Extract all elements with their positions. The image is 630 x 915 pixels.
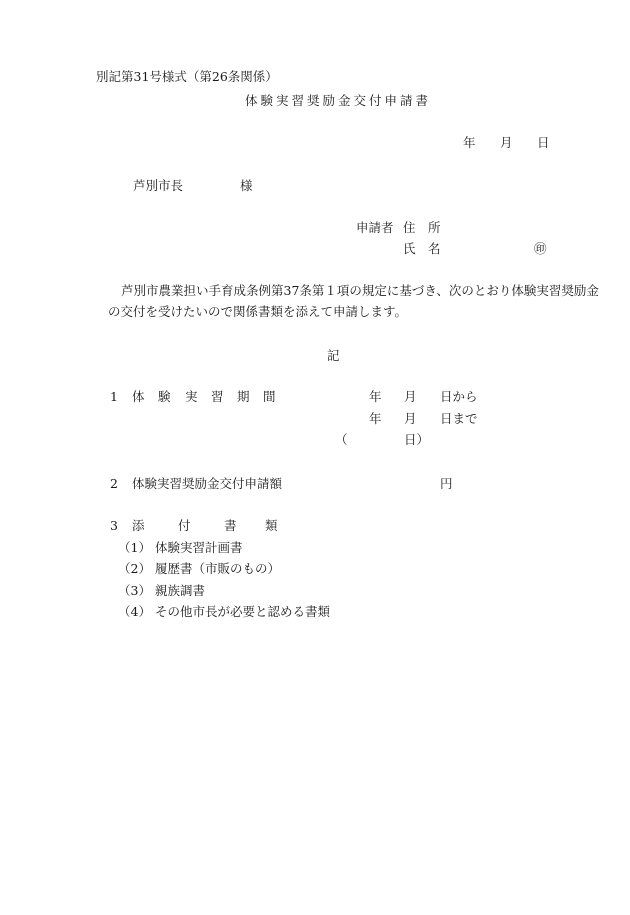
- item2-unit: 円: [440, 476, 453, 491]
- period-from-month: 月: [404, 389, 417, 404]
- item3-label-char: 付: [178, 518, 191, 533]
- period-to-day: 日まで: [440, 411, 478, 426]
- item1-label-char: 体: [132, 389, 145, 404]
- attachment-text: 体験実習計画書: [155, 540, 243, 555]
- date-day: 日: [537, 135, 550, 150]
- item1-label-char: 期: [237, 389, 250, 404]
- period-days-paren-close: 日）: [404, 432, 430, 447]
- date-month: 月: [500, 135, 513, 150]
- item1-label-char: 間: [263, 389, 276, 404]
- form-title: 体験実習奨励金交付申請書: [245, 93, 432, 108]
- item1-label-char: 実: [185, 389, 198, 404]
- item1-label-char: 習: [211, 389, 224, 404]
- attachment-text: 履歴書（市販のもの）: [155, 561, 281, 576]
- form-number: 別記第31号様式（第26条関係）: [96, 69, 278, 84]
- attachment-number: （3）: [118, 583, 151, 598]
- item1-label-char: 験: [158, 389, 171, 404]
- attachment-number: （2）: [118, 561, 151, 576]
- body-text-line-2: の交付を受けたいので関係書類を添えて申請します。: [108, 304, 408, 319]
- applicant-label: 申請者: [356, 220, 394, 235]
- period-from-year: 年: [369, 389, 382, 404]
- item3-label-char: 書: [224, 518, 237, 533]
- date-year: 年: [463, 135, 476, 150]
- addressee-name: 芦別市長: [133, 178, 184, 193]
- item2-label: 体験実習奨励金交付申請額: [132, 476, 283, 491]
- attachment-text: その他市長が必要と認める書類: [155, 604, 331, 619]
- ki-heading: 記: [327, 348, 340, 363]
- attachment-text: 親族調書: [155, 583, 206, 598]
- item3-label-char: 類: [265, 518, 278, 533]
- period-to-month: 月: [404, 411, 417, 426]
- seal-mark: ㊞: [534, 241, 547, 256]
- period-from-day: 日から: [440, 389, 478, 404]
- item3-number: 3: [110, 518, 118, 533]
- applicant-address-label: 住 所: [403, 220, 441, 235]
- item3-label-char: 添: [132, 518, 145, 533]
- item2-number: 2: [110, 476, 118, 491]
- period-to-year: 年: [369, 411, 382, 426]
- item1-number: 1: [110, 389, 118, 404]
- attachment-number: （1）: [118, 540, 151, 555]
- attachment-number: （4）: [118, 604, 151, 619]
- body-text-line-1: 芦別市農業担い手育成条例第37条第１項の規定に基づき、次のとおり体験実習奨励金: [121, 283, 599, 298]
- period-days-paren-open: （: [335, 432, 348, 447]
- addressee-honorific: 様: [240, 178, 253, 193]
- applicant-name-label: 氏 名: [403, 241, 441, 256]
